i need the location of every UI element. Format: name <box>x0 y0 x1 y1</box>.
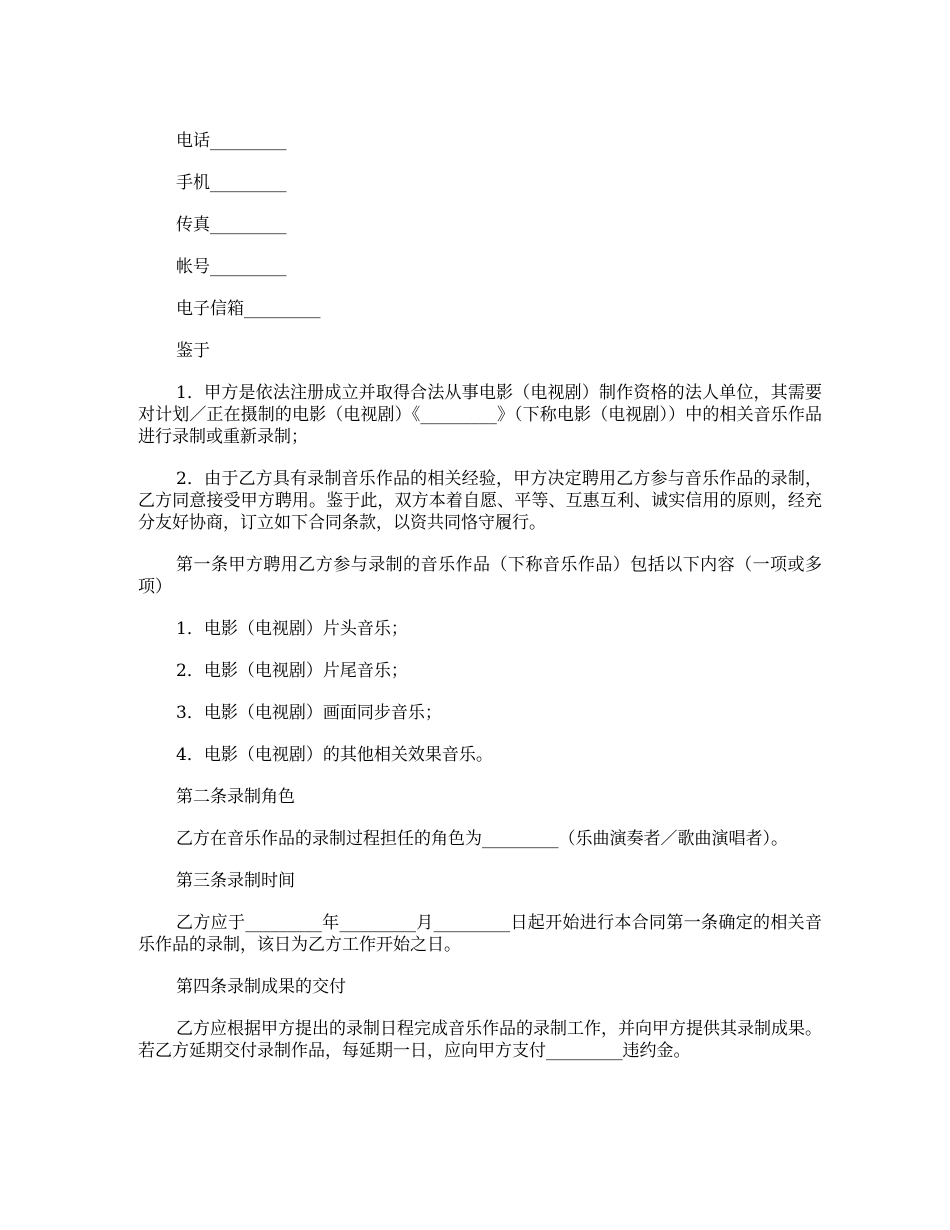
fax-field-line: 传真_________ <box>176 215 287 235</box>
article-1-item-1: 1．电影（电视剧）片头音乐； <box>176 619 408 639</box>
article-1-heading: 第一条甲方聘用乙方参与录制的音乐作品（下称音乐作品）包括以下内容（一项或多项） <box>138 555 822 597</box>
document-page <box>138 130 822 1082</box>
email-field-line: 电子信箱_________ <box>176 299 321 319</box>
mobile-field-line: 手机_________ <box>176 173 287 193</box>
whereas-heading: 鉴于 <box>176 341 210 361</box>
article-3-body: 乙方应于_________年_________月_________日起开始进行本合同第一条确定的相关音乐作品的录制，该日为乙方工作开始之日。 <box>138 913 822 955</box>
article-2-heading: 第二条录制角色 <box>176 787 295 807</box>
article-4-body: 乙方应根据甲方提出的录制日程完成音乐作品的录制工作，并向甲方提供其录制成果。若乙方延期交付录制作品，每延期一日，应向甲方支付_________违约金。 <box>138 1019 822 1061</box>
article-2-body: 乙方在音乐作品的录制过程担任的角色为_________（乐曲演奏者／歌曲演唱者）。 <box>176 829 788 849</box>
phone-field-line: 电话_________ <box>176 131 287 151</box>
recital-2: 2．由于乙方具有录制音乐作品的相关经验，甲方决定聘用乙方参与音乐作品的录制，乙方同意接受甲方聘用。鉴于此，双方本着自愿、平等、互惠互利、诚实信用的原则，经充分友好协商，订立如下合同条款，以资共同恪守履行。 <box>138 469 822 533</box>
article-1-item-3: 3．电影（电视剧）画面同步音乐； <box>176 703 442 723</box>
article-1-item-2: 2．电影（电视剧）片尾音乐； <box>176 661 408 681</box>
recital-1: 1．甲方是依法注册成立并取得合法从事电影（电视剧）制作资格的法人单位，其需要对计划／正在摄制的电影（电视剧）《_________》（下称电影（电视剧））中的相关音乐作品进行录制或重新录制； <box>138 383 822 447</box>
article-4-heading: 第四条录制成果的交付 <box>176 977 346 997</box>
account-field-line: 帐号_________ <box>176 257 287 277</box>
article-3-heading: 第三条录制时间 <box>176 871 295 891</box>
article-1-item-4: 4．电影（电视剧）的其他相关效果音乐。 <box>176 745 493 765</box>
